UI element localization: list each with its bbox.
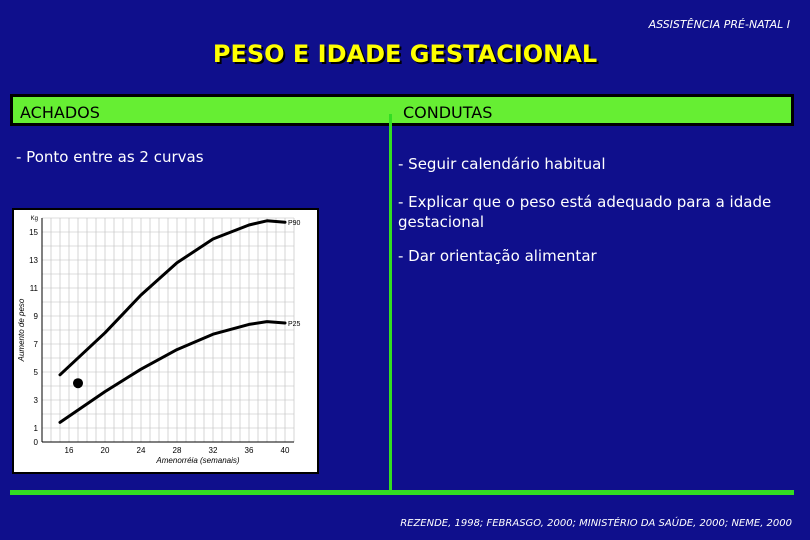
series-label-p90: P90 [288,220,301,228]
column-divider [389,114,392,490]
column-header-conducts: CONDUTAS [403,103,493,122]
y-tick-label: 9 [33,312,38,321]
y-tick-label: 15 [29,228,38,237]
finding-item: - Ponto entre as 2 curvas [16,148,204,166]
y-tick-label: 13 [29,256,38,265]
column-header-bar [10,94,794,126]
x-tick-label: 36 [244,446,254,455]
conduct-item: - Dar orientação alimentar [398,247,597,265]
y-tick-label: 0 [33,438,38,447]
x-tick-label: 28 [172,446,182,455]
x-tick-label: 32 [208,446,218,455]
reference-text: REZENDE, 1998; FEBRASGO, 2000; MINISTÉRIO DA SAÚDE, 2000; NEME, 2000 [400,518,792,529]
x-tick-label: 16 [64,446,74,455]
weight-gain-chart-svg [14,210,317,472]
y-tick-label: 3 [33,396,38,405]
x-tick-label: 40 [280,446,290,455]
y-tick-label: 5 [33,368,38,377]
bottom-divider [10,490,794,495]
weight-gain-chart [12,208,319,474]
y-tick-label: 7 [33,340,38,349]
y-unit-label: Kg [30,216,38,222]
column-header-findings: ACHADOS [20,103,100,122]
data-point-marker [73,378,83,388]
y-axis-label: Aumento de peso [17,298,26,362]
page-title: PESO E IDADE GESTACIONAL [212,40,598,68]
conduct-item: - Seguir calendário habitual [398,155,606,173]
x-tick-label: 24 [136,446,146,455]
series-label-p25: P25 [288,321,301,328]
y-tick-label: 1 [33,424,38,433]
y-tick-label: 11 [29,284,38,293]
header-label: ASSISTÊNCIA PRÉ-NATAL I [648,18,790,31]
x-tick-label: 20 [100,446,110,455]
conduct-item: - Explicar que o peso está adequado para a idade gestacional [398,193,772,231]
x-axis-label: Amenorréia (semanais) [156,456,240,465]
